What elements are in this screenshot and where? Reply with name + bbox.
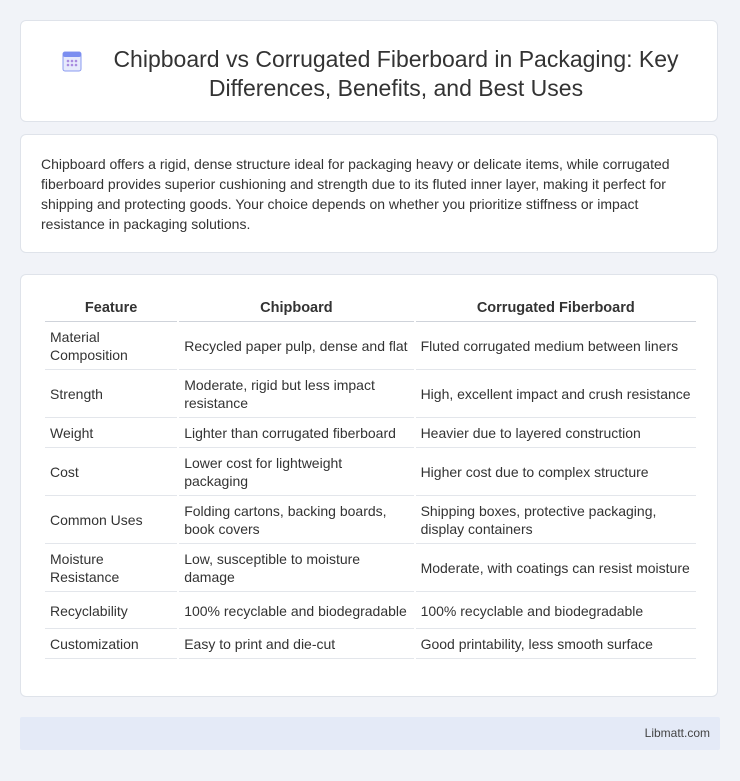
feature-cell: Common Uses — [45, 496, 177, 544]
table-row — [45, 418, 696, 448]
chipboard-cell: Lighter than corrugated fiberboard — [179, 418, 413, 448]
table-row — [45, 544, 696, 592]
footer-bar — [20, 717, 720, 750]
chipboard-cell: Moderate, rigid but less impact resistance — [179, 370, 413, 418]
comparison-table-card — [20, 274, 718, 697]
feature-cell: Cost — [45, 448, 177, 496]
chipboard-cell: Recycled paper pulp, dense and flat — [179, 322, 413, 370]
table-row — [45, 496, 696, 544]
table-row — [45, 592, 696, 629]
corrugated-cell: Heavier due to layered construction — [416, 418, 696, 448]
feature-cell: Recyclability — [45, 592, 177, 629]
corrugated-cell: Good printability, less smooth surface — [416, 629, 696, 659]
chipboard-cell: 100% recyclable and biodegradable — [179, 592, 413, 629]
chipboard-cell: Low, susceptible to moisture damage — [179, 544, 413, 592]
corrugated-cell: Fluted corrugated medium between liners — [416, 322, 696, 370]
intro-card — [20, 134, 718, 253]
chipboard-cell: Lower cost for lightweight packaging — [179, 448, 413, 496]
table-header-row — [45, 294, 696, 322]
corrugated-cell: Shipping boxes, protective packaging, display containers — [416, 496, 696, 544]
table-row — [45, 370, 696, 418]
footer-site-link[interactable]: Libmatt.com — [644, 726, 710, 740]
header-feature: Feature — [45, 294, 177, 322]
table-row — [45, 629, 696, 659]
corrugated-cell: Higher cost due to complex structure — [416, 448, 696, 496]
comparison-table — [43, 294, 698, 659]
feature-cell: Strength — [45, 370, 177, 418]
feature-cell: Moisture Resistance — [45, 544, 177, 592]
chipboard-cell: Folding cartons, backing boards, book covers — [179, 496, 413, 544]
table-row — [45, 322, 696, 370]
header-chipboard: Chipboard — [179, 294, 413, 322]
corrugated-cell: 100% recyclable and biodegradable — [416, 592, 696, 629]
chipboard-cell: Easy to print and die-cut — [179, 629, 413, 659]
feature-cell: Customization — [45, 629, 177, 659]
page-title: Chipboard vs Corrugated Fiberboard in Packaging: Key Differences, Benefits, and Best Uses — [113, 46, 679, 101]
feature-cell: Material Composition — [45, 322, 177, 370]
header-corrugated: Corrugated Fiberboard — [416, 294, 696, 322]
corrugated-cell: Moderate, with coatings can resist moisture — [416, 544, 696, 592]
title-card — [20, 20, 718, 122]
intro-text: Chipboard offers a rigid, dense structure ideal for packaging heavy or delicate items, while corrugated fiberboard provides superior cushioning and strength due to its fluted inner layer, making it perfect for shipping and protecting goods. Your choice depends on whether you prioritize stiffness or impact resistance in packaging solutions. — [41, 156, 670, 232]
feature-cell: Weight — [45, 418, 177, 448]
corrugated-cell: High, excellent impact and crush resistance — [416, 370, 696, 418]
table-row — [45, 448, 696, 496]
